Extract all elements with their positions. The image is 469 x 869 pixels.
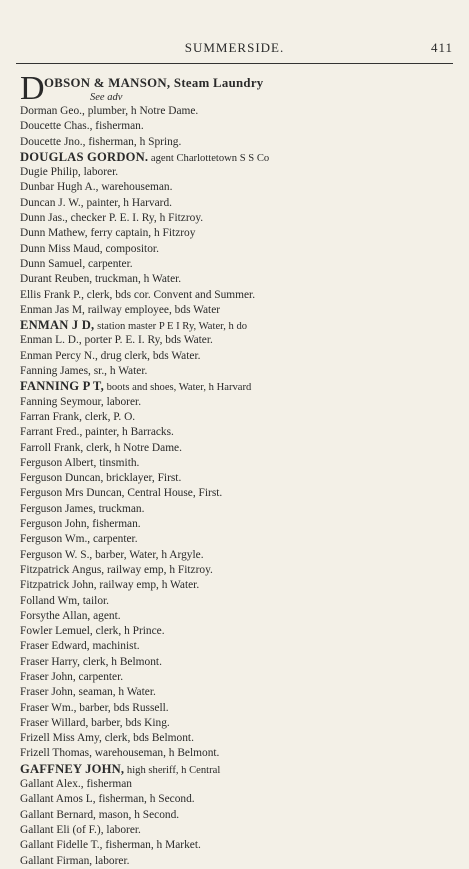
directory-entry <box>20 410 460 425</box>
directory-entry <box>20 701 460 716</box>
entry-name: Gallant Bernard, <box>20 808 96 821</box>
directory-entry <box>20 425 460 440</box>
directory-entry <box>20 486 460 501</box>
directory-entry <box>20 838 460 853</box>
directory-entry <box>20 808 460 823</box>
entry-details: laborer. <box>92 854 130 867</box>
directory-entry <box>20 165 460 180</box>
directory-entry <box>20 685 460 700</box>
entry-name: Folland Wm, <box>20 594 80 607</box>
entry-details: agent. <box>90 609 121 622</box>
entry-details: bricklayer, First. <box>103 472 182 485</box>
entry-details: boots and shoes, Water, h Harvard <box>103 382 252 394</box>
directory-entry <box>20 288 460 303</box>
entry-details: Central House, First. <box>124 487 223 500</box>
directory-entry <box>20 180 460 195</box>
directory-entry <box>20 242 460 257</box>
entry-details: truckman. <box>95 502 145 515</box>
directory-entry <box>20 150 460 165</box>
entry-details: porter P. E. I. Ry, bds Water. <box>81 334 213 347</box>
entry-details: machinist. <box>89 640 140 653</box>
directory-entry <box>20 333 460 348</box>
entry-details: fisherman, h Market. <box>102 839 201 852</box>
directory-entry <box>20 471 460 486</box>
directory-entry <box>20 257 460 272</box>
entry-name: Dorman Geo., <box>20 105 85 117</box>
entry-name: Gallant Eli (of F.), <box>20 823 104 836</box>
entry-details: warehouseman. <box>98 181 173 194</box>
entry-details: h Water. <box>107 365 148 378</box>
directory-entry <box>20 746 460 761</box>
directory-entry <box>20 517 460 532</box>
entry-details: painter, h Harvard. <box>83 196 173 209</box>
entry-name: Frizell Thomas, <box>20 747 92 760</box>
directory-list <box>20 70 460 869</box>
entry-name: Ferguson James, <box>20 502 96 515</box>
entry-name: Enman Percy N., <box>20 349 98 362</box>
directory-entry <box>20 135 460 150</box>
directory-entry <box>20 532 460 547</box>
directory-entry <box>20 226 460 241</box>
entry-name: Ferguson Duncan, <box>20 472 104 485</box>
entry-details: railway emp, h Fitzroy. <box>104 563 213 576</box>
entry-details: barber, Water, h Argyle. <box>92 548 204 561</box>
directory-entry <box>20 716 460 731</box>
entry-name: Durant Reuben, <box>20 273 93 286</box>
entry-details: agent Charlottetown S S Co <box>148 152 270 164</box>
entry-details: compositor. <box>102 242 159 255</box>
entry-name: Fraser Edward, <box>20 640 90 653</box>
directory-entry <box>20 639 460 654</box>
directory-entry <box>20 762 460 777</box>
entry-details: fisherman <box>83 778 132 791</box>
entry-details: mason, h Second. <box>95 808 180 821</box>
entry-name: Ferguson W. S., <box>20 548 93 561</box>
entry-name: Ferguson Mrs Duncan, <box>20 487 125 500</box>
entry-name: Frizell Miss Amy, <box>20 732 102 745</box>
entry-details: checker P. E. I. Ry, h Fitzroy. <box>67 212 204 225</box>
entry-details: railway employee, bds Water <box>84 303 221 316</box>
entry-name: GAFFNEY JOHN, <box>20 761 125 776</box>
entry-name: Ferguson Albert, <box>20 456 97 469</box>
entry-name: Fanning Seymour, <box>20 395 104 408</box>
entry-details: fisherman, h Spring. <box>85 135 182 148</box>
entry-name: Dunn Jas., <box>20 212 68 225</box>
directory-entry <box>20 441 460 456</box>
entry-details: carpenter. <box>85 257 133 270</box>
entry-details: painter, h Barracks. <box>82 426 174 439</box>
entry-name: Ellis Frank P., <box>20 288 84 301</box>
entry-details: fisherman. <box>89 518 141 531</box>
entry-details: tailor. <box>79 594 110 607</box>
entry-name: Gallant Amos L, <box>20 793 96 806</box>
entry-details: drug clerk, bds Water. <box>97 349 201 362</box>
entry-name: Dunbar Hugh A., <box>20 181 99 194</box>
directory-entry <box>20 303 460 318</box>
entry-name: Enman L. D., <box>20 334 82 347</box>
directory-entry <box>20 854 460 869</box>
directory-entry <box>20 563 460 578</box>
entry-details: high sheriff, h Central <box>124 764 221 776</box>
entry-details: clerk, h Notre Dame. <box>83 441 182 454</box>
entry-name: Enman Jas M, <box>20 303 85 316</box>
entry-name: Fraser Harry, <box>20 655 80 668</box>
entry-name: Gallant Firman, <box>20 854 93 867</box>
entry-details: warehouseman, h Belmont. <box>91 747 220 760</box>
entry-name: Duncan J. W., <box>20 196 84 209</box>
entry-name: Doucette Chas., <box>20 120 93 133</box>
see-adv-note: See adv <box>90 92 123 103</box>
directory-entry <box>20 502 460 517</box>
directory-entry <box>20 548 460 563</box>
directory-entry <box>20 318 460 333</box>
entry-name: Fowler Lemuel, <box>20 625 93 638</box>
entry-details: station master P E I Ry, Water, h do <box>94 321 248 333</box>
directory-entry <box>20 456 460 471</box>
directory-entry <box>20 624 460 639</box>
directory-entry <box>20 104 460 119</box>
directory-entry <box>20 792 460 807</box>
directory-entry <box>20 731 460 746</box>
entry-name: Farroll Frank, <box>20 441 84 454</box>
entry-name: Fraser John, <box>20 686 76 699</box>
entry-name: Gallant Fidelle T., <box>20 839 103 852</box>
entry-name: Fitzpatrick Angus, <box>20 563 105 576</box>
directory-entry <box>20 272 460 287</box>
entry-name: Dugie Philip, <box>20 166 81 179</box>
entry-name: FANNING P T, <box>20 379 104 394</box>
directory-entry <box>20 777 460 792</box>
entry-name: Ferguson Wm., <box>20 533 91 546</box>
entry-name: Ferguson John, <box>20 518 90 531</box>
entry-name: Gallant Alex., <box>20 778 84 791</box>
header-rule <box>16 63 453 64</box>
drop-cap: D <box>20 70 45 107</box>
entry-name: ENMAN J D, <box>20 318 95 333</box>
entry-details: railway emp, h Water. <box>96 579 200 592</box>
directory-entry <box>20 196 460 211</box>
page-header <box>0 40 469 60</box>
entry-details: ferry captain, h Fitzroy <box>87 227 196 240</box>
entry-details: carpenter. <box>75 670 124 683</box>
entry-list <box>20 104 460 869</box>
entry-details: laborer. <box>80 166 119 179</box>
entry-details: seaman, h Water. <box>75 686 156 699</box>
page-number: 411 <box>430 40 453 55</box>
entry-details: tinsmith. <box>96 456 140 469</box>
entry-details: laborer. <box>103 823 141 836</box>
entry-name: Fraser Willard, <box>20 716 89 729</box>
directory-entry <box>20 578 460 593</box>
entry-details: fisherman. <box>92 120 144 133</box>
directory-entry <box>20 655 460 670</box>
entry-details: clerk, P. O. <box>82 410 136 423</box>
entry-name: Dunn Samuel, <box>20 257 86 270</box>
directory-entry <box>20 349 460 364</box>
entry-name: Dunn Mathew, <box>20 227 88 240</box>
entry-name: Fanning James, sr., <box>20 365 108 378</box>
entry-details: clerk, bds cor. Convent and Summer. <box>83 288 256 301</box>
entry-details: laborer. <box>103 395 142 408</box>
entry-name: Farran Frank, <box>20 410 82 423</box>
directory-entry <box>20 119 460 134</box>
directory-entry <box>20 379 460 394</box>
directory-entry <box>20 609 460 624</box>
running-title: SUMMERSIDE. <box>184 40 285 55</box>
directory-entry <box>20 364 460 379</box>
entry-details: barber, bds Russell. <box>76 701 169 714</box>
entry-name: DOUGLAS GORDON. <box>20 149 149 164</box>
lead-entry-name: OBSON & MANSON, Steam Laundry <box>44 76 264 90</box>
directory-entry <box>20 211 460 226</box>
entry-details: barber, bds King. <box>88 716 170 729</box>
entry-details: plumber, h Notre Dame. <box>84 105 199 117</box>
directory-entry <box>20 670 460 685</box>
entry-name: Dunn Miss Maud, <box>20 242 103 255</box>
entry-name: Farrant Fred., <box>20 426 83 439</box>
entry-name: Fitzpatrick John, <box>20 579 97 592</box>
entry-name: Fraser Wm., <box>20 701 77 714</box>
entry-details: carpenter. <box>90 533 138 546</box>
directory-entry <box>20 395 460 410</box>
directory-entry <box>20 823 460 838</box>
entry-details: truckman, h Water. <box>92 273 182 286</box>
entry-details: clerk, h Belmont. <box>79 655 162 668</box>
directory-entry <box>20 594 460 609</box>
entry-details: fisherman, h Second. <box>95 793 195 806</box>
entry-details: clerk, bds Belmont. <box>101 732 194 745</box>
entry-name: Doucette Jno., <box>20 135 86 148</box>
lead-entry <box>20 70 460 107</box>
entry-details: clerk, h Prince. <box>92 625 165 638</box>
entry-name: Forsythe Allan, <box>20 609 91 622</box>
entry-name: Fraser John, <box>20 670 76 683</box>
